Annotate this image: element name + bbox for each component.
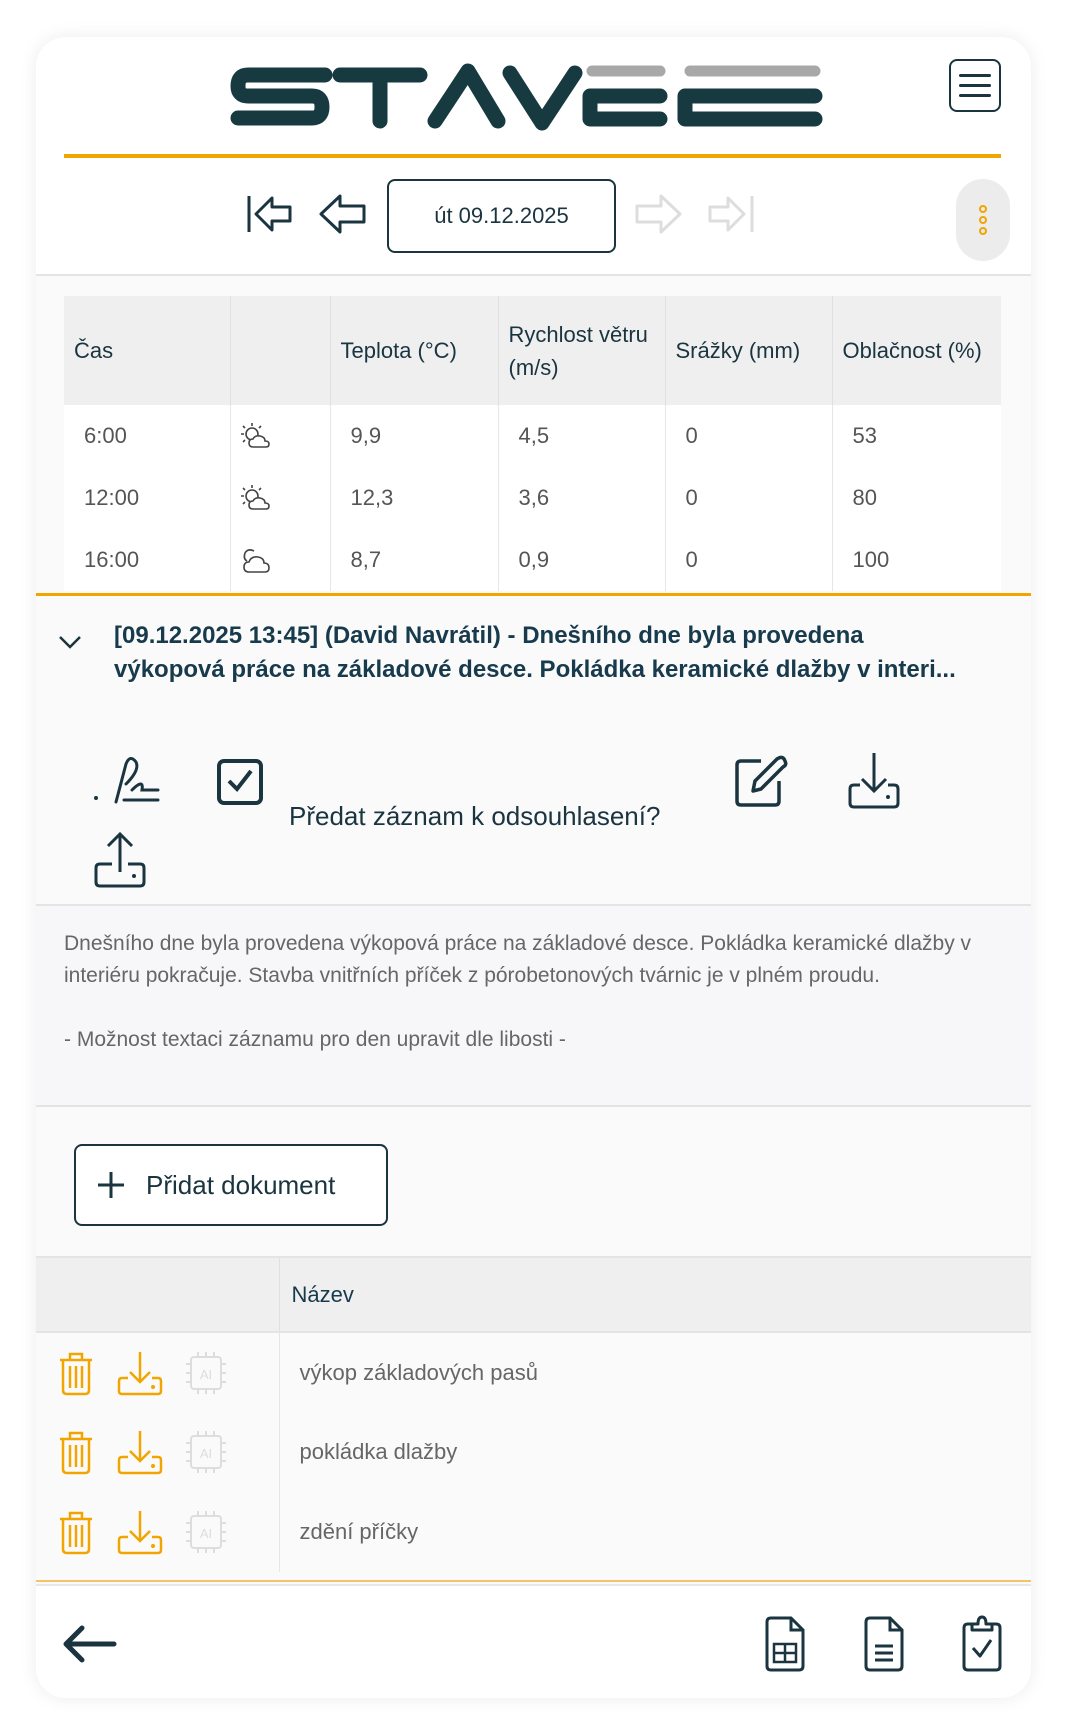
- entry-title[interactable]: [09.12.2025 13:45] (David Navrátil) - Dnešního dne byla provedena výkopová práce na základové desce. Pokládka keramické dlažby v interi...: [114, 622, 956, 683]
- first-day-button[interactable]: [246, 192, 294, 236]
- approve-label: Předat záznam k odsouhlasení?: [289, 801, 661, 831]
- col-actions: [36, 1257, 279, 1332]
- weather-row: [64, 529, 1001, 591]
- spreadsheet-icon: [763, 1616, 807, 1672]
- next-day-button[interactable]: [633, 192, 683, 236]
- arrow-right-icon: [633, 192, 683, 236]
- document-actions: [36, 1332, 279, 1412]
- rain-cell: 0: [665, 405, 832, 467]
- accent-divider: [36, 593, 1031, 596]
- document-name[interactable]: výkop základových pasů: [299, 1359, 538, 1385]
- logo: [230, 61, 824, 131]
- wind-cell: 4,5: [498, 405, 665, 467]
- col-icon: [230, 296, 330, 405]
- document-name[interactable]: pokládka dlažby: [299, 1439, 458, 1464]
- prev-day-button[interactable]: [318, 192, 368, 236]
- download-icon: [846, 751, 902, 811]
- date-picker[interactable]: [387, 179, 616, 253]
- download-icon[interactable]: [116, 1350, 164, 1396]
- description-note: - Možnost textaci záznamu pro den upravit dle libosti -: [64, 1028, 566, 1051]
- ai-chip-icon[interactable]: [184, 1429, 228, 1475]
- wind-cell: 0,9: [498, 529, 665, 591]
- download-button[interactable]: [846, 751, 902, 811]
- wind-cell: 3,6: [498, 467, 665, 529]
- col-cloud: Oblačnost (%): [832, 296, 1001, 405]
- document-actions: [36, 1412, 279, 1492]
- download-icon[interactable]: [116, 1429, 164, 1475]
- collapse-toggle[interactable]: [56, 632, 84, 652]
- document-row: [36, 1412, 1031, 1492]
- upload-icon: [92, 830, 148, 890]
- header: [36, 37, 1031, 276]
- rain-cell: 0: [665, 529, 832, 591]
- date-label: út 09.12.2025: [434, 203, 569, 228]
- time-cell: 12:00: [64, 467, 230, 529]
- svg-text:AI: AI: [199, 1366, 213, 1382]
- temp-cell: 9,9: [330, 405, 498, 467]
- arrow-left-icon: [318, 192, 368, 236]
- temp-cell: 12,3: [330, 467, 498, 529]
- partly-cloudy-icon: [230, 405, 330, 467]
- cloudy-icon: [230, 529, 330, 591]
- col-temp: Teplota (°C): [330, 296, 498, 405]
- time-cell: 6:00: [64, 405, 230, 467]
- col-time: Čas: [64, 296, 230, 405]
- weather-row: [64, 467, 1001, 529]
- last-arrow-icon: [706, 192, 756, 236]
- document-row: [36, 1332, 1031, 1412]
- ai-chip-icon[interactable]: [184, 1350, 228, 1396]
- chevron-down-icon: [56, 632, 84, 652]
- document-name[interactable]: zdění příčky: [299, 1519, 419, 1544]
- documents-table: [36, 1256, 1031, 1572]
- svg-text:AI: AI: [199, 1526, 213, 1541]
- checkbox-checked-icon: [217, 759, 263, 805]
- ai-chip-icon[interactable]: [184, 1509, 228, 1555]
- bottom-bar: [36, 1584, 1031, 1698]
- document-icon: [862, 1616, 906, 1672]
- clipboard-check-icon: [960, 1614, 1004, 1672]
- cloud-cell: 80: [852, 485, 877, 510]
- temp-cell: 8,7: [330, 529, 498, 591]
- sign-button[interactable]: [92, 754, 162, 806]
- rain-cell: 0: [665, 467, 832, 529]
- svg-text:AI: AI: [199, 1446, 213, 1461]
- cloud-cell: 53: [852, 423, 877, 448]
- weather-row: [64, 405, 1001, 467]
- cloud-cell: 100: [852, 547, 890, 572]
- accent-divider: [64, 154, 1001, 158]
- document-row: [36, 1492, 1031, 1572]
- signature-icon: [92, 754, 162, 806]
- first-arrow-icon: [246, 192, 294, 236]
- edit-icon: [733, 753, 789, 809]
- upload-button[interactable]: [92, 830, 148, 890]
- weather-table: [64, 296, 1001, 591]
- document-button[interactable]: [862, 1616, 906, 1672]
- add-document-label: Přidat dokument: [146, 1169, 336, 1200]
- clipboard-button[interactable]: [960, 1614, 1004, 1672]
- arrow-back-icon: [62, 1624, 118, 1664]
- col-rain: Srážky (mm): [665, 296, 832, 405]
- document-actions: [36, 1492, 279, 1572]
- add-document-button[interactable]: [74, 1144, 388, 1226]
- spreadsheet-button[interactable]: [763, 1616, 807, 1672]
- more-options-button[interactable]: [956, 179, 1010, 261]
- entry-description[interactable]: [36, 904, 1031, 1107]
- description-text: Dnešního dne byla provedena výkopová práce na základové desce. Pokládka keramické dlažby v interiéru pokračuje. Stavba vnitřních příček z pórobetonových tvárnic je v plném proudu.: [64, 932, 972, 987]
- edit-button[interactable]: [733, 753, 789, 809]
- last-day-button[interactable]: [706, 192, 756, 236]
- plus-icon: [96, 1170, 126, 1200]
- accent-divider: [36, 1580, 1031, 1582]
- back-button[interactable]: [62, 1624, 118, 1664]
- col-wind: Rychlost větru (m/s): [498, 296, 665, 405]
- time-cell: 16:00: [64, 529, 230, 591]
- download-icon[interactable]: [116, 1509, 164, 1555]
- partly-cloudy-icon: [230, 467, 330, 529]
- app-card: [36, 37, 1031, 1698]
- trash-icon[interactable]: [56, 1350, 96, 1396]
- approve-checkbox[interactable]: [217, 759, 263, 805]
- col-name: Název: [279, 1257, 1031, 1332]
- trash-icon[interactable]: [56, 1429, 96, 1475]
- trash-icon[interactable]: [56, 1509, 96, 1555]
- menu-button[interactable]: [949, 59, 1001, 112]
